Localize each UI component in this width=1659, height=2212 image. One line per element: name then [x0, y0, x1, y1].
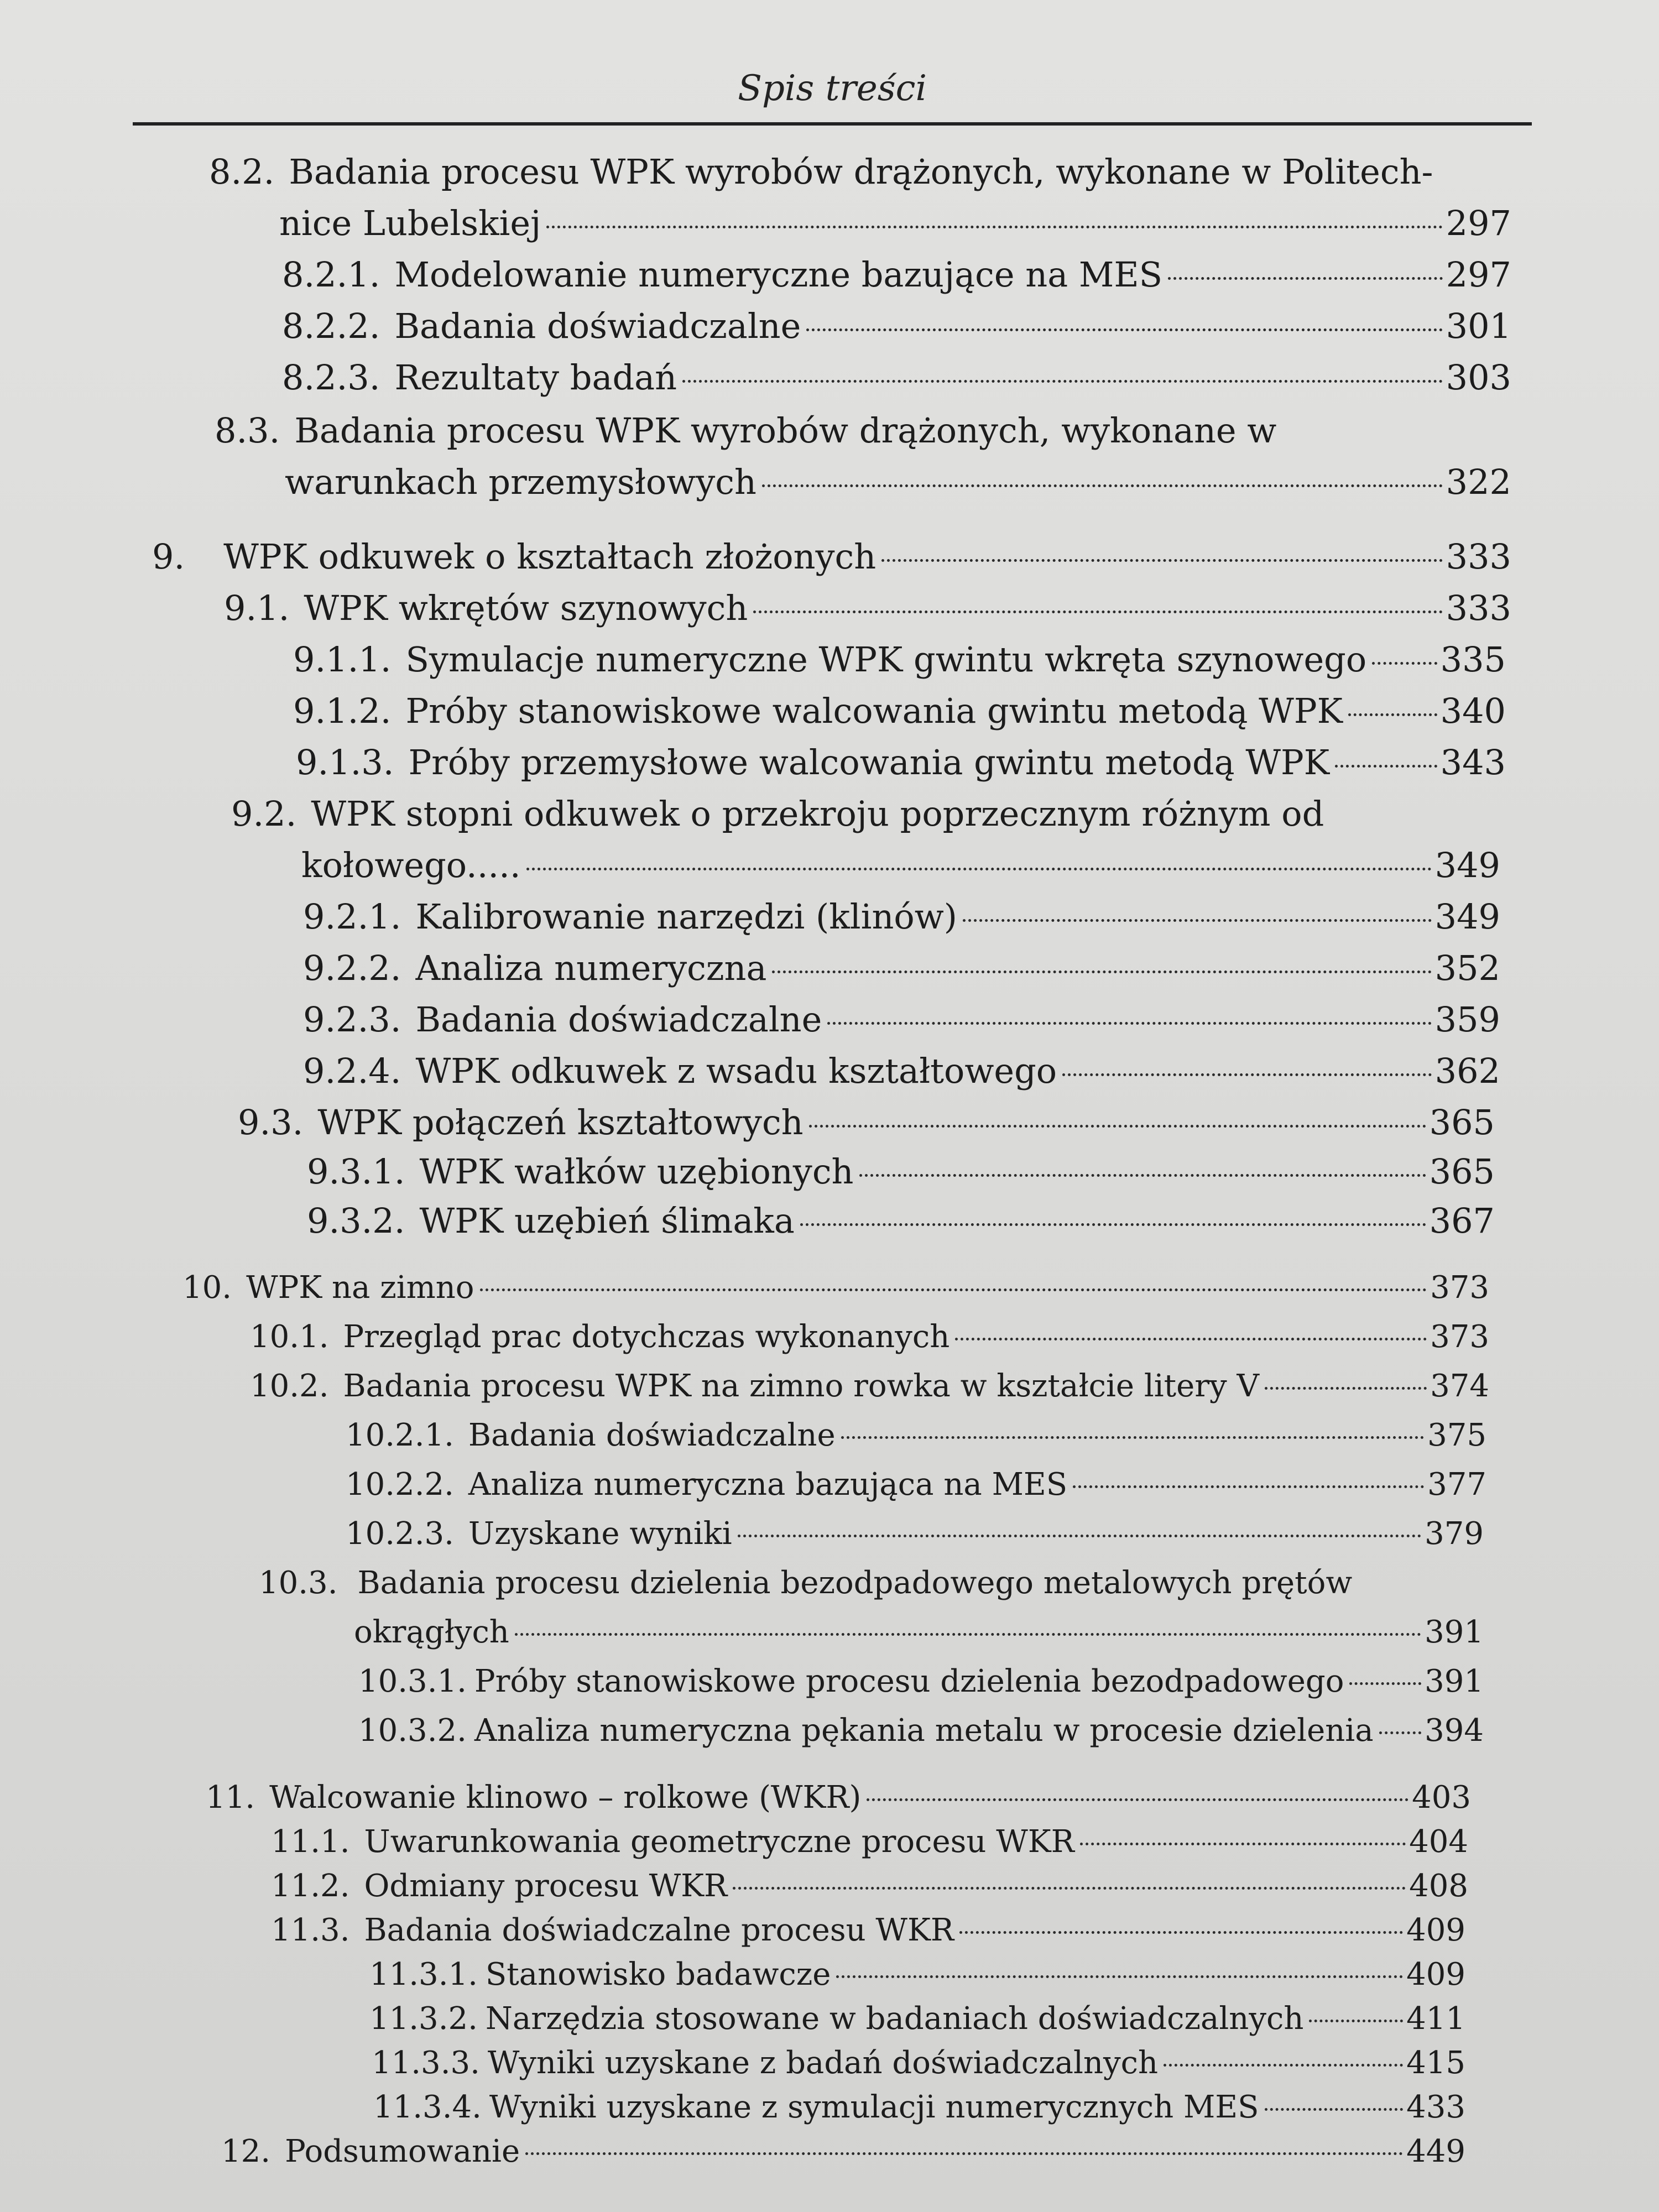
toc-entry-8-2-3 — [282, 352, 1511, 403]
dot-leader — [733, 1887, 1406, 1890]
toc-entry-title: Walcowanie klinowo – rolkowe (WKR) — [269, 1780, 862, 1815]
dot-leader — [1309, 2020, 1403, 2022]
toc-entry-title: Badania doświadczalne — [415, 999, 822, 1040]
toc-entry-9 — [152, 531, 1511, 582]
toc-entry-10-2-2 — [346, 1462, 1486, 1507]
dot-leader — [809, 1125, 1426, 1128]
toc-page-number: 374 — [1430, 1368, 1489, 1404]
toc-page-number: 394 — [1425, 1713, 1484, 1749]
dot-leader — [546, 226, 1442, 228]
toc-entry-title: WPK na zimno — [246, 1270, 474, 1306]
toc-entry-title: WPK stopni odkuwek o przekroju poprzecznym różnym od — [311, 794, 1324, 834]
toc-entry-8-2-cont — [279, 198, 1511, 249]
toc-page-number: 297 — [1446, 254, 1511, 295]
dot-leader — [800, 1223, 1426, 1226]
toc-entry-title: Wyniki uzyskane z badań doświadczalnych — [487, 2045, 1159, 2081]
toc-entry-number: 11.3.4. — [373, 2089, 482, 2125]
dot-leader — [772, 971, 1431, 973]
toc-entry-9-2-2 — [303, 943, 1500, 994]
toc-entry-number: 9.1. — [224, 588, 290, 628]
toc-entry-number: 10.2. — [250, 1368, 329, 1404]
toc-entry-11 — [206, 1775, 1471, 1820]
toc-page-number: 415 — [1406, 2045, 1465, 2081]
toc-entry-title: Rezultaty badań — [394, 357, 677, 398]
dot-leader — [762, 484, 1443, 487]
toc-entry-number: 9.1.2. — [293, 691, 392, 731]
toc-entry-number: 9.3.2. — [307, 1201, 405, 1241]
toc-page-number: 409 — [1406, 1912, 1465, 1948]
toc-entry-title: Badania procesu WPK wyrobów drążonych, wykonane w — [294, 410, 1277, 451]
toc-entry-title-continuation: nice Lubelskiej — [279, 203, 541, 243]
toc-entry-10-2-1 — [346, 1413, 1486, 1458]
toc-entry-10 — [182, 1265, 1489, 1311]
toc-page-number: 379 — [1425, 1516, 1484, 1552]
dot-leader — [1164, 2064, 1403, 2067]
toc-entry-10-3-2 — [358, 1708, 1484, 1754]
toc-page-number: 377 — [1427, 1467, 1486, 1503]
toc-entry-title: Podsumowanie — [285, 2133, 520, 2169]
toc-entry-number: 8.3. — [215, 410, 280, 451]
dot-leader — [1379, 1731, 1422, 1734]
toc-entry-title: Badania doświadczalne — [468, 1417, 836, 1453]
toc-entry-number: 10. — [182, 1270, 232, 1306]
toc-entry-8-3 — [215, 405, 1276, 456]
toc-entry-title: Badania procesu WPK wyrobów drążonych, wykonane w Politech- — [289, 152, 1433, 192]
toc-entry-number: 10.1. — [250, 1319, 329, 1355]
toc-page-number: 365 — [1429, 1151, 1495, 1192]
toc-entry-title: Analiza numeryczna — [415, 948, 767, 988]
toc-entry-title-continuation: kołowego..... — [301, 845, 521, 885]
toc-entry-10-3-1 — [358, 1659, 1484, 1704]
toc-entry-title: Analiza numeryczna bazująca na MES — [468, 1467, 1068, 1503]
dot-leader — [1073, 1485, 1424, 1488]
toc-entry-title: Modelowanie numeryczne bazujące na MES — [394, 254, 1163, 295]
toc-entry-number: 10.2.1. — [346, 1417, 454, 1453]
dot-leader — [515, 1633, 1421, 1636]
toc-page-number: 349 — [1434, 845, 1500, 885]
dot-leader — [859, 1174, 1426, 1177]
toc-page-number: 449 — [1406, 2133, 1465, 2169]
toc-page-number: 411 — [1406, 2001, 1465, 2037]
toc-entry-number: 12. — [221, 2133, 271, 2169]
toc-entry-number: 9.2.4. — [303, 1051, 401, 1091]
toc-entry-9-2-cont — [301, 840, 1500, 891]
toc-page-number: 367 — [1429, 1201, 1495, 1241]
toc-entry-number: 8.2.2. — [282, 306, 380, 346]
toc-entry-title: Uwarunkowania geometryczne procesu WKR — [364, 1824, 1074, 1860]
dot-leader — [867, 1798, 1408, 1801]
dot-leader — [682, 380, 1443, 383]
toc-entry-number: 10.3.2. — [358, 1713, 467, 1749]
toc-entry-9-1 — [224, 583, 1511, 634]
toc-entry-9-2-4 — [303, 1046, 1500, 1097]
toc-entry-11-3-2 — [369, 1996, 1465, 2042]
toc-page-number: 409 — [1406, 1957, 1465, 1992]
toc-page-number: 403 — [1412, 1780, 1471, 1815]
toc-entry-title: Próby przemysłowe walcowania gwintu metodą WPK — [408, 742, 1330, 782]
dot-leader — [881, 559, 1442, 562]
toc-entry-number: 9.2.3. — [303, 999, 401, 1040]
toc-entry-9-2-3 — [303, 994, 1500, 1045]
dot-leader — [1349, 1682, 1421, 1685]
toc-page-number: 322 — [1446, 462, 1511, 502]
toc-entry-title-continuation: warunkach przemysłowych — [285, 462, 757, 502]
toc-page-number: 335 — [1440, 639, 1506, 680]
toc-entry-9-1-3 — [296, 737, 1506, 788]
toc-entry-9-2 — [231, 789, 1324, 839]
toc-entry-number: 9.3.1. — [307, 1151, 405, 1192]
toc-page-number: 391 — [1425, 1614, 1484, 1650]
toc-entry-title: WPK odkuwek z wsadu kształtowego — [415, 1051, 1057, 1091]
toc-entry-number: 11.3.2. — [369, 2001, 478, 2037]
toc-entry-number: 11.1. — [271, 1824, 350, 1860]
toc-entry-number: 9.1.3. — [296, 742, 394, 782]
toc-entry-number: 8.2.3. — [282, 357, 380, 398]
toc-page-number: 352 — [1434, 948, 1500, 988]
toc-entry-title: Próby stanowiskowe walcowania gwintu metodą WPK — [405, 691, 1343, 731]
dot-leader — [738, 1535, 1421, 1537]
toc-page-number: 375 — [1427, 1417, 1486, 1453]
toc-page-number: 333 — [1446, 536, 1511, 577]
toc-entry-number: 10.2.2. — [346, 1467, 454, 1503]
toc-entry-title: Symulacje numeryczne WPK gwintu wkręta szynowego — [405, 639, 1367, 680]
toc-entry-number: 11.2. — [271, 1868, 350, 1904]
toc-entry-number: 9.3. — [238, 1102, 304, 1142]
toc-entry-number: 10.2.3. — [346, 1516, 454, 1552]
dot-leader — [753, 611, 1442, 613]
toc-entry-10-2-3 — [346, 1511, 1484, 1557]
toc-entry-8-2 — [209, 147, 1433, 197]
toc-entry-9-1-1 — [293, 634, 1506, 685]
toc-entry-title: WPK odkuwek o kształtach złożonych — [223, 536, 877, 577]
dot-leader — [1080, 1843, 1406, 1845]
toc-entry-number: 10.3. — [259, 1565, 338, 1601]
toc-entry-8-3-cont — [285, 457, 1511, 508]
dot-leader — [1265, 1387, 1427, 1390]
toc-page-number: 297 — [1446, 203, 1511, 243]
dot-leader — [963, 919, 1432, 922]
toc-entry-12 — [221, 2129, 1465, 2174]
toc-entry-title: Stanowisko badawcze — [485, 1957, 831, 1992]
toc-page-number: 359 — [1434, 999, 1500, 1040]
toc-entry-11-3-4 — [373, 2085, 1465, 2130]
toc-entry-title-continuation: okrągłych — [354, 1614, 509, 1650]
toc-page-number: 373 — [1430, 1270, 1489, 1306]
toc-entry-title: Odmiany procesu WKR — [364, 1868, 728, 1904]
page-title: Spis treści — [738, 68, 927, 109]
toc-entry-9-3-1 — [307, 1146, 1495, 1197]
dot-leader — [526, 868, 1432, 870]
toc-entry-9-3 — [238, 1097, 1495, 1148]
toc-entry-number: 8.2.1. — [282, 254, 380, 295]
toc-entry-title: Badania procesu dzielenia bezodpadowego metalowych prętów — [357, 1565, 1353, 1601]
toc-page-number: 343 — [1440, 742, 1506, 782]
toc-entry-title: WPK wałków uzębionych — [419, 1151, 854, 1192]
toc-page-number: 301 — [1446, 306, 1511, 346]
toc-page-number: 333 — [1446, 588, 1511, 628]
toc-page-number: 408 — [1409, 1868, 1468, 1904]
dot-leader — [836, 1975, 1403, 1978]
toc-entry-title: Przegląd prac dotychczas wykonanych — [343, 1319, 950, 1355]
toc-page-number: 391 — [1425, 1663, 1484, 1699]
dot-leader — [1348, 713, 1437, 716]
toc-entry-number: 8.2. — [209, 152, 275, 192]
dot-leader — [1265, 2108, 1404, 2111]
page-header — [133, 64, 1532, 126]
toc-entry-title: WPK połączeń kształtowych — [317, 1102, 804, 1142]
toc-entry-10-1 — [250, 1314, 1489, 1360]
toc-page-number: 362 — [1434, 1051, 1500, 1091]
header-rule — [133, 122, 1532, 126]
toc-entry-title: Uzyskane wyniki — [468, 1516, 732, 1552]
toc-entry-11-1 — [271, 1819, 1468, 1865]
dot-leader — [959, 1931, 1403, 1934]
dot-leader — [955, 1338, 1427, 1340]
dot-leader — [841, 1436, 1425, 1439]
toc-entry-8-2-2 — [282, 301, 1511, 352]
dot-leader — [480, 1288, 1427, 1291]
toc-page-number: 349 — [1434, 896, 1500, 937]
toc-entry-10-3 — [259, 1561, 1352, 1606]
dot-leader — [1168, 277, 1443, 280]
toc-entry-title: WPK wkrętów szynowych — [304, 588, 748, 628]
toc-entry-11-3-1 — [369, 1952, 1465, 1997]
toc-entry-title: Wyniki uzyskane z symulacji numerycznych MES — [489, 2089, 1259, 2125]
toc-entry-title: WPK uzębień ślimaka — [419, 1201, 795, 1241]
toc-entry-10-3-cont — [354, 1610, 1484, 1655]
toc-entry-11-3-3 — [372, 2041, 1465, 2086]
toc-entry-number: 9. — [152, 536, 185, 577]
dot-leader — [1372, 662, 1437, 665]
toc-page-number: 303 — [1446, 357, 1511, 398]
dot-leader — [1335, 765, 1437, 768]
dot-leader — [525, 2152, 1403, 2155]
dot-leader — [827, 1022, 1431, 1025]
toc-entry-title: Badania doświadczalne — [394, 306, 801, 346]
toc-entry-number: 9.2. — [231, 794, 297, 834]
toc-entry-number: 10.3.1. — [358, 1663, 467, 1699]
toc-entry-11-3 — [271, 1908, 1465, 1953]
toc-entry-title: Badania doświadczalne procesu WKR — [364, 1912, 954, 1948]
toc-entry-title: Analiza numeryczna pękania metalu w procesie dzielenia — [474, 1713, 1374, 1749]
toc-page-number: 373 — [1430, 1319, 1489, 1355]
toc-entry-number: 9.1.1. — [293, 639, 392, 680]
toc-entry-number: 11.3.3. — [372, 2045, 480, 2081]
toc-entry-title: Próby stanowiskowe procesu dzielenia bezodpadowego — [474, 1663, 1344, 1699]
toc-entry-9-3-2 — [307, 1196, 1495, 1246]
toc-entry-9-2-1 — [303, 891, 1500, 942]
toc-entry-number: 9.2.1. — [303, 896, 401, 937]
toc-entry-number: 11.3. — [271, 1912, 350, 1948]
dot-leader — [1062, 1073, 1432, 1076]
toc-entry-title: Badania procesu WPK na zimno rowka w kształcie litery V — [343, 1368, 1259, 1404]
dot-leader — [806, 328, 1442, 331]
toc-entry-number: 11.3.1. — [369, 1957, 478, 1992]
toc-page-number: 433 — [1406, 2089, 1465, 2125]
toc-page-number: 404 — [1409, 1824, 1468, 1860]
toc-page-number: 340 — [1440, 691, 1506, 731]
toc-entry-number: 11. — [206, 1780, 255, 1815]
toc-entry-10-2 — [250, 1364, 1489, 1409]
toc-page-number: 365 — [1429, 1102, 1495, 1142]
toc-entry-number: 9.2.2. — [303, 948, 401, 988]
toc-entry-8-2-1 — [282, 249, 1511, 300]
toc-entry-title: Narzędzia stosowane w badaniach doświadczalnych — [485, 2001, 1304, 2037]
toc-entry-9-1-2 — [293, 686, 1506, 737]
toc-entry-title: Kalibrowanie narzędzi (klinów) — [415, 896, 957, 937]
toc-entry-11-2 — [271, 1864, 1468, 1909]
